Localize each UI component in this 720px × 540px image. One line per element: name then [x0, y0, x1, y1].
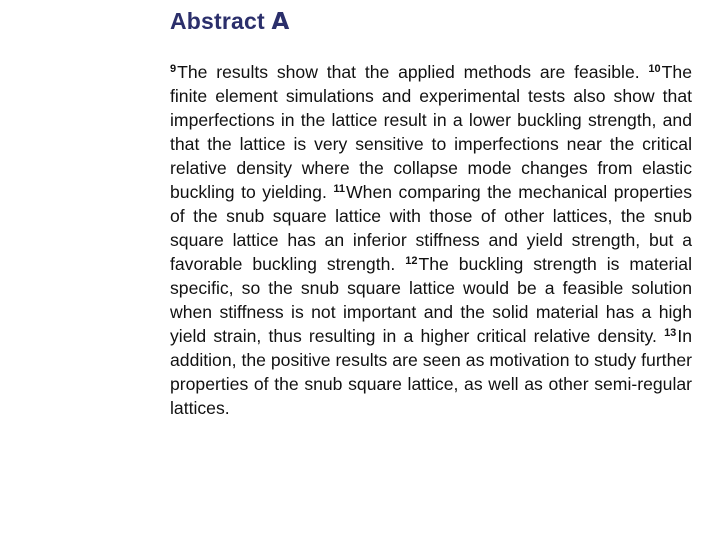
sentence-number: 12	[405, 255, 418, 267]
sentence-number: 13	[664, 327, 677, 339]
sentence-text: When comparing the mechanical properties of the snub square lattice with those of other lattices, the snub square lattice has an inferior stiffness and yield strength, but a favorable buckling strength.	[170, 182, 692, 274]
sentence-text: The results show that the applied methods are feasible.	[177, 62, 649, 82]
sentence-text: In addition, the positive results are seen as motivation to study further properties of the snub square lattice, as well as other semi-regular lattices.	[170, 326, 692, 418]
sentence-number: 9	[170, 63, 177, 75]
title-text: Abstract	[170, 8, 265, 34]
abstract-paragraph	[170, 60, 692, 420]
sentence-text: The buckling strength is material specific, so the snub square lattice would be a feasible solution when stiffness is not important and the solid material has a high yield strain, thus resulting in a higher critical relative density.	[170, 254, 692, 346]
sentence-text: The finite element simulations and experimental tests also show that imperfections in the lattice result in a lower buckling strength, and that the lattice is very sensitive to imperfections near the critical relative density where the collapse mode changes from elastic buckling to yielding.	[170, 62, 692, 202]
page-title	[170, 8, 290, 35]
sentence-number: 10	[648, 63, 661, 75]
sentence-number: 11	[333, 183, 346, 195]
title-letter: A	[271, 9, 290, 35]
